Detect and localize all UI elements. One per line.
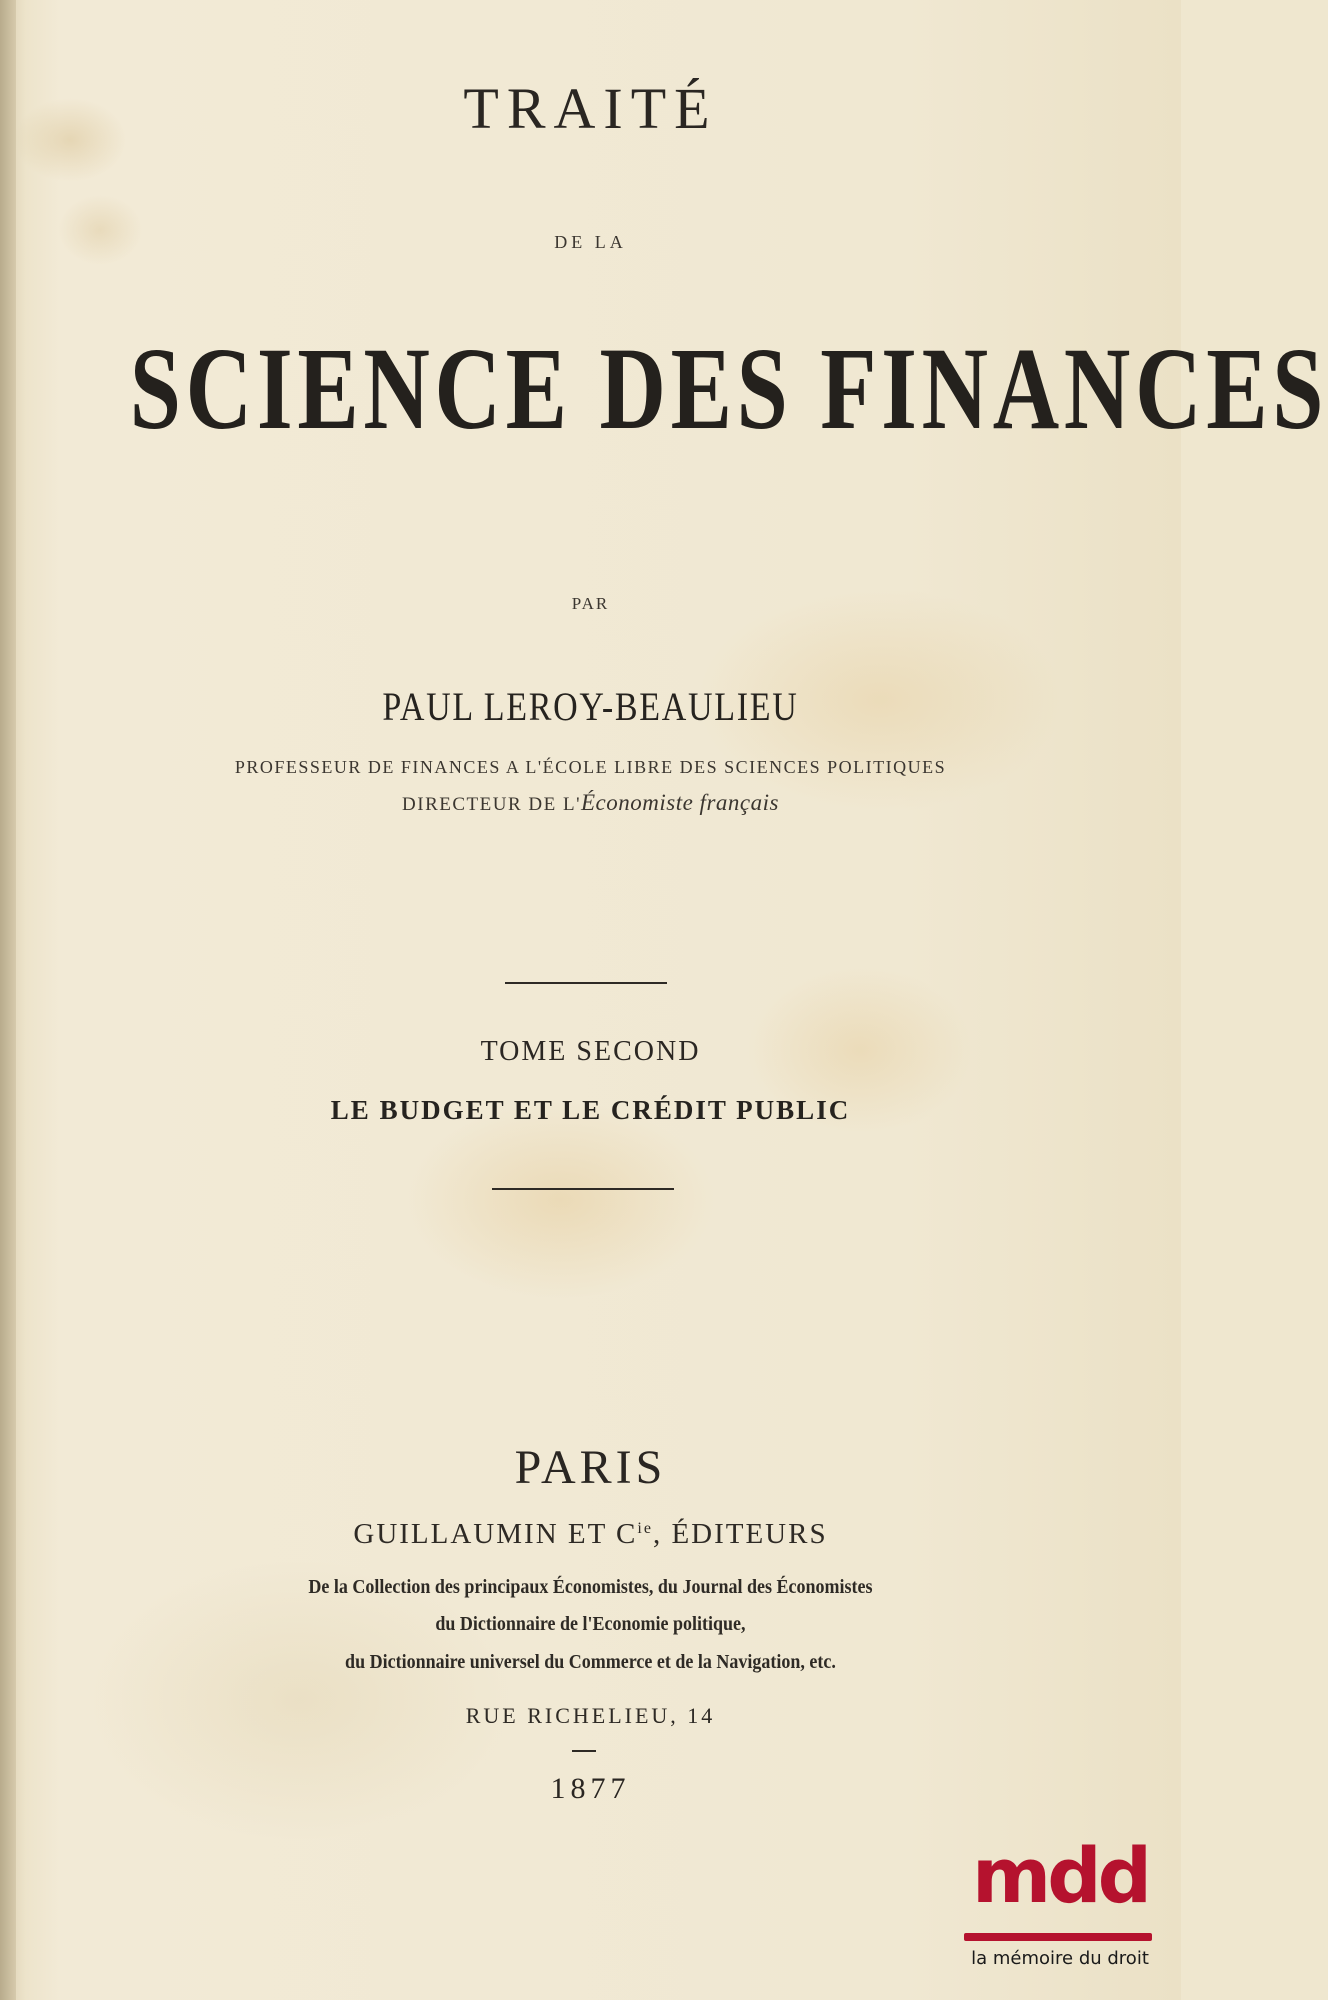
mdd-logo — [960, 1831, 1160, 1988]
divider-rule-small — [572, 1750, 596, 1752]
imprint-publisher-suffix: , ÉDITEURS — [652, 1518, 828, 1550]
author-role-director — [0, 790, 1181, 816]
author-par: PAR — [571, 594, 610, 613]
divider-rule-top — [505, 982, 667, 984]
imprint-collection-line3: du Dictionnaire universel du Commerce et de la Navigation, etc. — [345, 1651, 836, 1673]
imprint-publisher-sup: ie — [637, 1520, 653, 1537]
author-name: PAUL LEROY-BEAULIEU — [382, 684, 799, 729]
imprint-address: RUE RICHELIEU, 14 — [465, 1703, 716, 1728]
imprint-city: PARIS — [514, 1441, 667, 1494]
author-role-professor: PROFESSEUR DE FINANCES A L'ÉCOLE LIBRE DES SCIENCES POLITIQUES — [234, 757, 947, 777]
mdd-logo-bar — [964, 1933, 1152, 1941]
imprint-year: 1877 — [550, 1772, 631, 1805]
imprint-publisher — [0, 1518, 1181, 1551]
volume-tome: TOME SECOND — [480, 1036, 701, 1067]
author-role-director-journal: Économiste français — [581, 790, 779, 815]
imprint-collection-line1: De la Collection des principaux Économistes, du Journal des Économistes — [308, 1576, 873, 1598]
title-science-des-finances: SCIENCE DES FINANCES — [129, 323, 1328, 454]
divider-rule-middle — [492, 1188, 674, 1190]
mdd-logo-tagline: la mémoire du droit — [971, 1948, 1149, 1969]
mdd-logo-letters: mdd — [972, 1831, 1148, 1920]
imprint-collection-line2: du Dictionnaire de l'Economie politique, — [435, 1613, 746, 1635]
book-binding-edge — [0, 0, 16, 2000]
title-traite: TRAITÉ — [463, 76, 718, 141]
volume-subtitle: LE BUDGET ET LE CRÉDIT PUBLIC — [330, 1095, 851, 1125]
author-role-director-prefix: DIRECTEUR DE L' — [402, 794, 581, 815]
imprint-publisher-prefix: GUILLAUMIN ET C — [353, 1518, 638, 1550]
title-de-la: DE LA — [554, 232, 627, 252]
